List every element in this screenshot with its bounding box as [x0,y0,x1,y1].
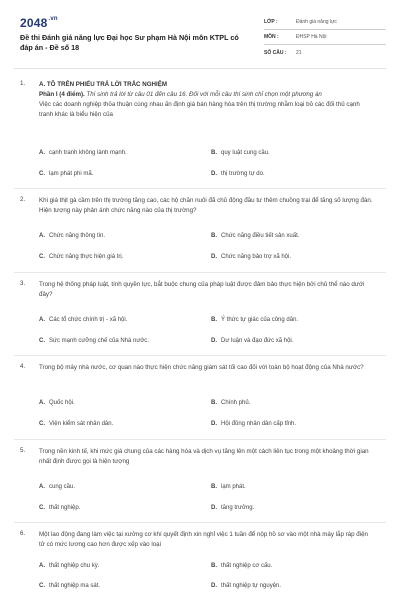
option-text: lạm phát phi mã. [49,171,94,177]
question-divider [14,522,386,523]
question-divider [14,188,386,189]
option-letter: B. [211,150,217,156]
option-letter: B. [211,400,217,406]
option-letter: D. [211,505,217,511]
option-text: Các tổ chức chính trị - xã hội. [49,317,128,323]
option-text: Chính phủ. [221,400,251,406]
option-text: thất nghiệp. [49,505,81,511]
option-letter: A. [39,484,45,490]
option-b[interactable] [211,484,246,490]
option-text: tăng trưởng. [221,505,255,511]
option-c[interactable] [39,505,80,511]
option-letter: A. [39,400,45,406]
option-b[interactable] [211,233,299,239]
option-b[interactable] [211,150,270,156]
option-d[interactable] [211,583,281,589]
header-divider [14,68,386,69]
option-c[interactable] [39,171,93,177]
question-number: 2. [20,196,26,203]
option-letter: D. [211,421,217,427]
option-text: thất nghiệp ma sát. [49,583,101,589]
meta-label: SỐ CÂU : [264,49,287,56]
option-d[interactable] [211,338,293,344]
option-text: lạm phát. [221,484,246,490]
site-logo[interactable] [20,16,58,30]
option-letter: B. [211,233,217,239]
option-b[interactable] [211,317,298,323]
option-c[interactable] [39,583,100,589]
option-a[interactable] [39,563,99,569]
question-text: Trong hệ thống pháp luật, tính quyền lực, bắt buộc chung của pháp luật được đảm bảo thực hiện bởi chủ thể nào dưới đây? [39,281,365,298]
meta-value: 21 [296,49,302,56]
option-d[interactable] [211,171,265,177]
question-number: 4. [20,363,26,370]
option-d[interactable] [211,421,296,427]
option-c[interactable] [39,254,123,260]
option-letter: A. [39,317,45,323]
option-b[interactable] [211,563,272,569]
option-letter: D. [211,338,217,344]
option-text: Sức mạnh cưỡng chế của Nhà nước. [49,338,149,344]
option-a[interactable] [39,484,75,490]
exam-meta-table [264,15,386,60]
document-header [14,12,386,64]
document-title: Đề thi Đánh giá năng lực Đại học Sư phạm Hà Nội môn KTPL có đáp án - Đề số 18 [20,33,239,52]
meta-value: Đánh giá năng lực [296,19,337,25]
option-letter: C. [39,583,45,589]
meta-label: LỚP : [264,19,278,25]
question-text: Trong nền kinh tế, khi mức giá chung của các hàng hóa và dịch vụ tăng lên một cách liên tục trong một khoảng thời gian nhất định được gọi là hiện tượng [39,448,369,465]
option-text: thất nghiệp tự nguyện. [221,583,282,589]
option-text: thất nghiệp cơ cấu. [221,563,273,569]
meta-label: MÔN : [264,34,279,40]
option-d[interactable] [211,505,254,511]
question-number: 3. [20,280,26,287]
option-letter: A. [39,150,45,156]
option-text: Hội đồng nhân dân cấp tỉnh. [221,421,297,427]
part-note: Thí sinh trả lời từ câu 01 đến câu 16. Đối với mỗi câu thí sinh chỉ chọn một phương án [84,91,322,98]
option-letter: A. [39,233,45,239]
option-text: Chức năng thực hiện giá trị. [49,254,124,260]
option-text: quy luật cung cầu. [221,150,270,156]
option-c[interactable] [39,421,113,427]
option-letter: B. [211,317,217,323]
part-instruction [39,90,374,100]
option-b[interactable] [211,400,250,406]
question-number: 5. [20,447,26,454]
question-text: Một lao động đang làm việc tại xưởng cơ khí quyết định xin nghỉ việc 1 tuần để nộp hồ sơ vào một nhà máy lắp ráp điện tử có mức lương cao hơn được xếp vào loại [39,531,368,548]
meta-row-subject [264,30,386,45]
option-a[interactable] [39,150,127,156]
option-text: thất nghiệp chu kỳ. [49,563,100,569]
option-a[interactable] [39,233,105,239]
option-a[interactable] [39,317,127,323]
question-divider [14,355,386,356]
question-stem: Việc các doanh nghiệp thỏa thuận cùng nhau ấn định giá bán hàng hóa trên thị trường nhằm loại bỏ các đối thủ cạnh tranh khác là biểu hiện của [39,101,360,118]
option-d[interactable] [211,254,291,260]
option-c[interactable] [39,338,149,344]
option-letter: C. [39,171,45,177]
logo-suffix: .vn [48,16,58,22]
option-text: cạnh tranh không lành mạnh. [49,150,127,156]
question-divider [14,439,386,440]
option-letter: C. [39,505,45,511]
option-text: Chức năng thông tin. [49,233,106,239]
option-text: Quốc hội. [49,400,75,406]
question-text: Trong bộ máy nhà nước, cơ quan nào thực hiện chức năng giám sát tối cao đối với toàn bộ hoạt động của Nhà nước? [39,364,364,371]
option-letter: C. [39,254,45,260]
logo-text: 2048 [20,16,48,30]
option-letter: C. [39,338,45,344]
option-text: Viện kiểm sát nhân dân. [49,421,114,427]
option-text: cung cầu. [49,484,76,490]
option-letter: D. [211,171,217,177]
question-1 [14,80,386,177]
option-text: Ý thức tự giác của công dân. [221,317,299,323]
question-divider [14,272,386,273]
question-text [39,80,374,120]
option-text: Chức năng điều tiết sản xuất. [221,233,300,239]
option-letter: C. [39,421,45,427]
option-text: thị trường tự do. [221,171,265,177]
option-letter: B. [211,484,217,490]
question-number: 6. [20,530,26,537]
option-text: Chức năng bảo trợ xã hội. [221,254,291,260]
meta-row-class [264,15,386,30]
question-text: Khi giá thịt gà cầm trên thị trường tăng cao, các hộ chăn nuôi đã chủ động đầu tư thêm chuồng trại để tăng số lượng đàn. Hiện tượng này phản ánh chức năng nào của thị trường? [39,197,373,214]
option-letter: A. [39,563,45,569]
meta-row-count [264,45,386,60]
option-letter: D. [211,254,217,260]
option-letter: D. [211,583,217,589]
part-label: Phần I (4 điểm). [39,91,85,98]
option-a[interactable] [39,400,75,406]
option-text: Dư luận và đạo đức xã hội. [221,338,294,344]
question-number: 1. [20,80,26,87]
meta-value: ĐHSP Hà Nội [296,34,327,40]
section-heading: A. TÔ TRÊN PHIẾU TRẢ LỜI TRẮC NGHIỆM [39,81,167,88]
option-letter: B. [211,563,217,569]
